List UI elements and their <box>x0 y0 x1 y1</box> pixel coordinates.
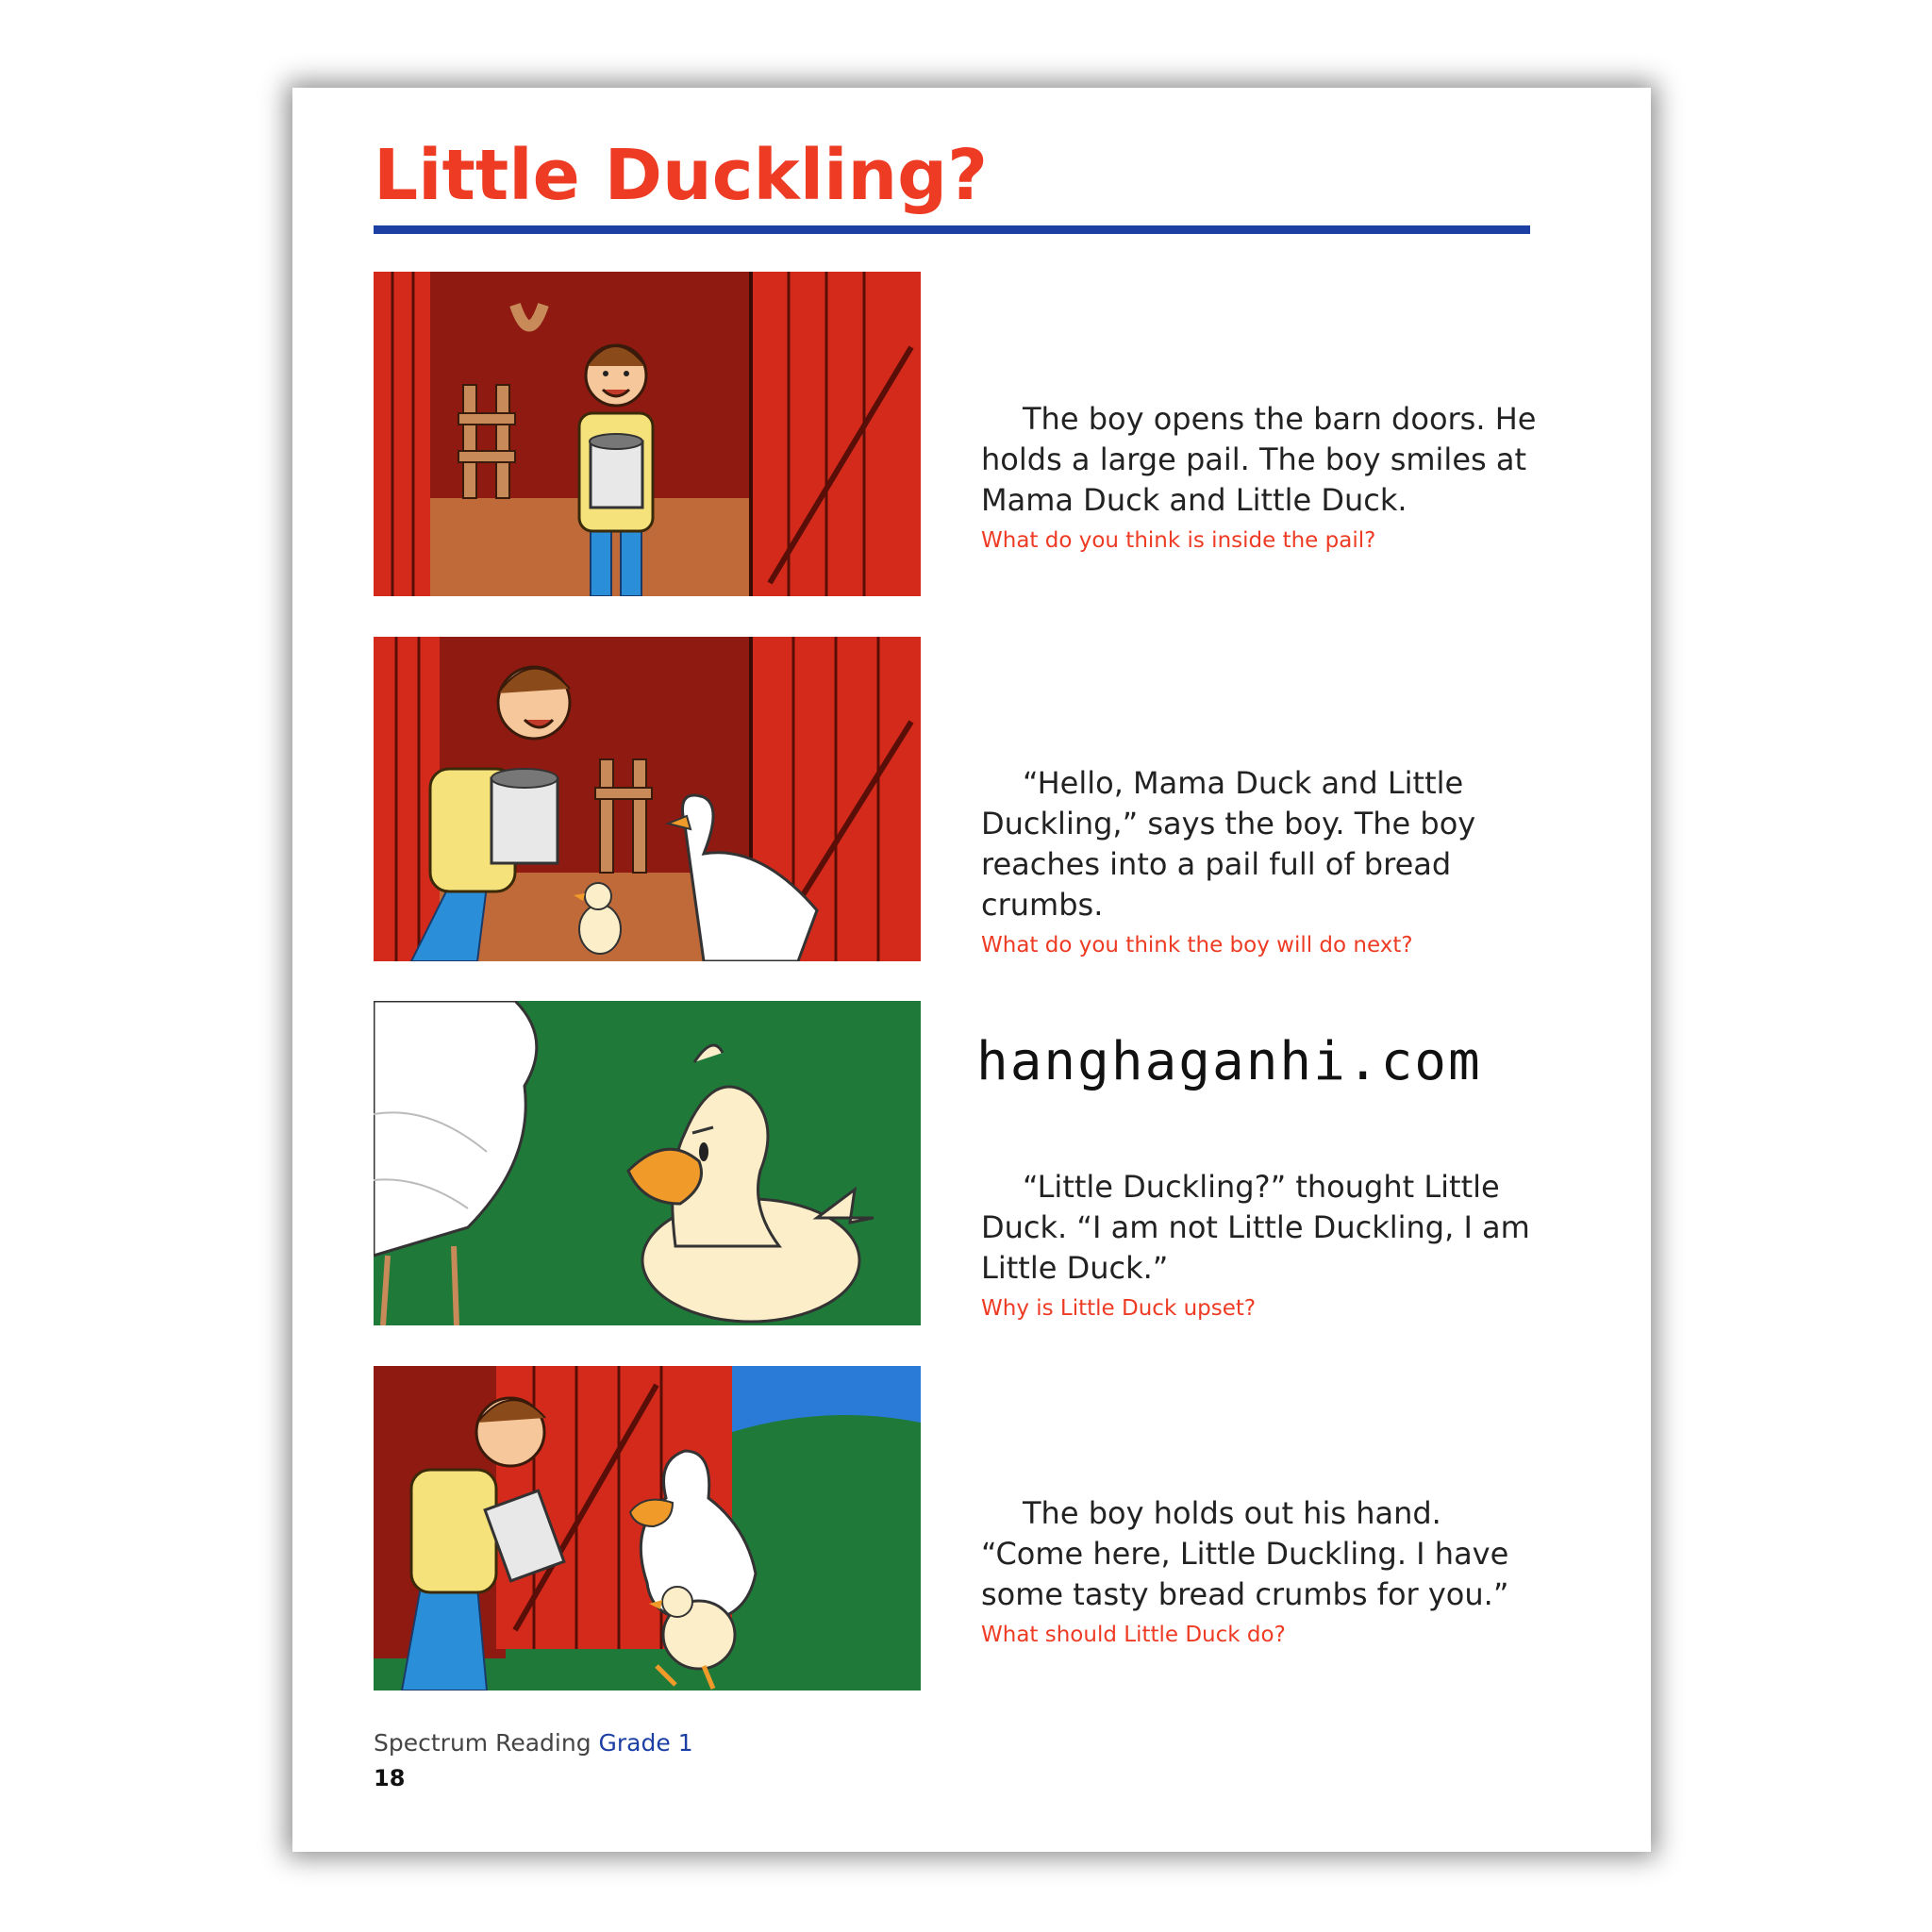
upset-little-duck-illustration <box>374 1001 921 1325</box>
story-text: “Little Duckling?” thought Little Duck. “I am not Little Duckling, I am Little Duck.” <box>981 1169 1530 1286</box>
story-question: What do you think is inside the pail? <box>981 528 1376 553</box>
story-text: The boy holds out his hand. “Come here, Little Duckling. I have some tasty bread crumbs for you.” <box>981 1495 1509 1612</box>
story-question: What do you think the boy will do next? <box>981 933 1413 958</box>
story-block-2 <box>981 763 1538 958</box>
story-text: The boy opens the barn doors. He holds a large pail. The boy smiles at Mama Duck and Little Duck. <box>981 401 1537 518</box>
story-block-1 <box>981 399 1538 553</box>
story-question: What should Little Duck do? <box>981 1623 1286 1647</box>
story-block-4 <box>981 1493 1538 1647</box>
page-number: 18 <box>374 1765 406 1791</box>
workbook-page <box>292 88 1651 1852</box>
boy-feeding-ducks-illustration <box>374 1366 921 1690</box>
title-rule <box>374 225 1530 234</box>
footer-book-name: Spectrum Reading <box>374 1729 591 1757</box>
footer-book-title <box>374 1729 693 1757</box>
page-title: Little Duckling? <box>374 135 989 216</box>
footer-grade: Grade 1 <box>598 1729 693 1757</box>
boy-opening-barn-illustration <box>374 272 921 596</box>
watermark: hanghaganhi.com <box>976 1031 1482 1092</box>
story-text: “Hello, Mama Duck and Little Duckling,” says the boy. The boy reaches into a pail full of bread crumbs. <box>981 765 1476 923</box>
story-question: Why is Little Duck upset? <box>981 1296 1257 1321</box>
story-block-3 <box>981 1167 1538 1321</box>
boy-greeting-ducks-illustration <box>374 637 921 961</box>
